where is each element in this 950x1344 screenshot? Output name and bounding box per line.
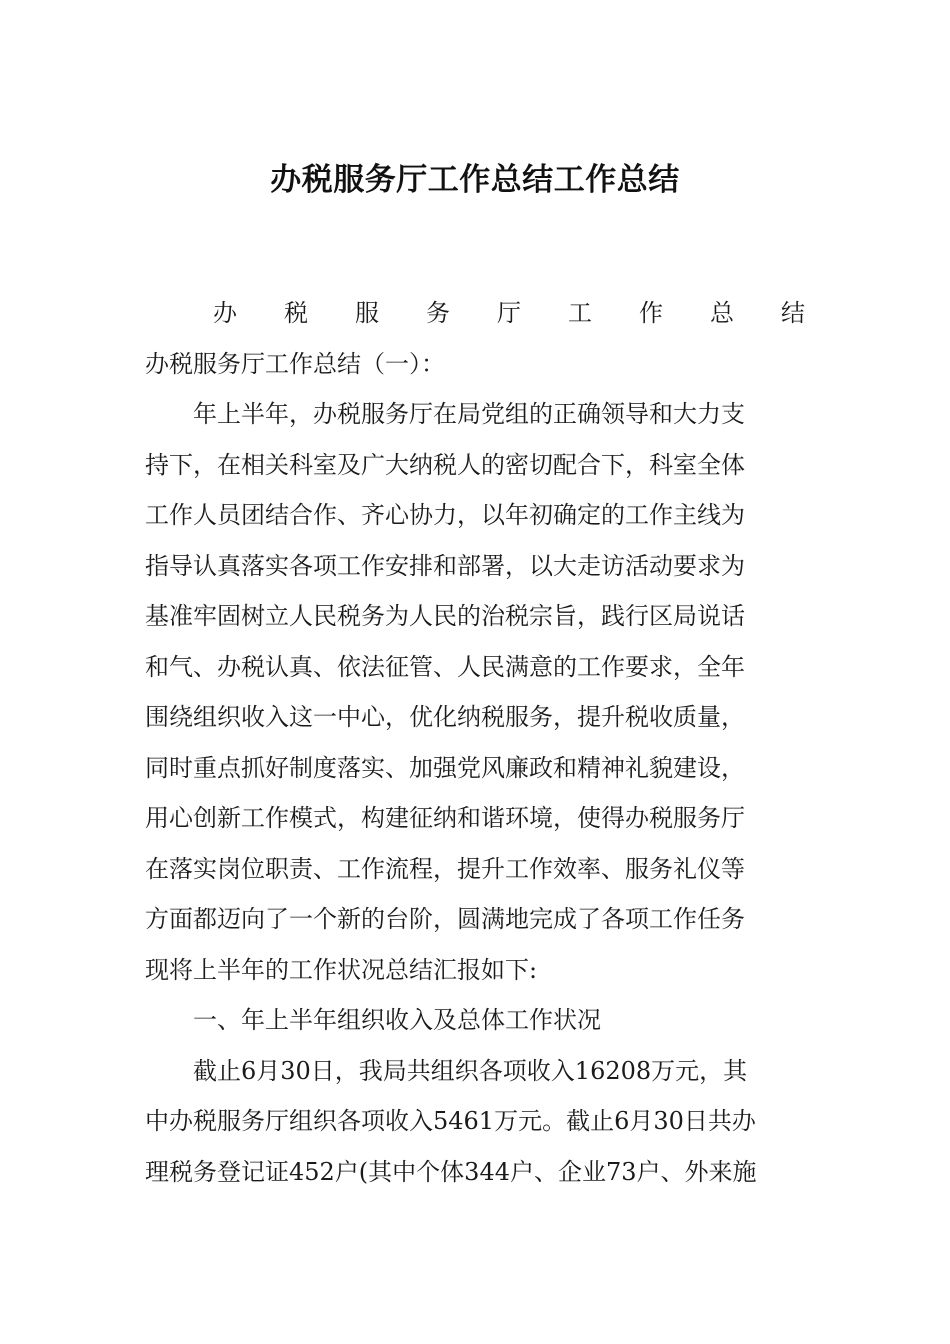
spaced-heading (145, 288, 805, 339)
heading-char: 税 (284, 299, 308, 327)
heading-char: 务 (426, 299, 450, 327)
paragraph-line: 现将上半年的工作状况总结汇报如下: (145, 955, 538, 984)
heading-char: 服 (355, 299, 379, 327)
heading-char: 办 (213, 299, 237, 327)
heading-char: 厅 (497, 299, 521, 327)
paragraph-line: 基准牢固树立人民税务为人民的治税宗旨，践行区局说话 (145, 602, 745, 630)
paragraph-line: 持下，在相关科室及广大纳税人的密切配合下，科室全体 (145, 450, 745, 479)
heading-char: 结 (781, 299, 805, 327)
section-subtitle: 办税服务厅工作总结（一）： (145, 349, 445, 378)
document-body (145, 288, 805, 1197)
paragraph-line: 围绕组织收入这一中心，优化纳税服务，提升税收质量， (145, 703, 745, 731)
document-title: 办税服务厅工作总结工作总结 (270, 162, 680, 198)
paragraph-line: 指导认真落实各项工作安排和部署，以大走访活动要求为 (145, 551, 745, 580)
paragraph-line: 用心创新工作模式，构建征纳和谐环境，使得办税服务厅 (145, 804, 745, 832)
paragraph-line: 截止6月30日，我局共组织各项收入16208万元，其 (193, 1056, 748, 1085)
paragraph-line: 中办税服务厅组织各项收入5461万元。截止6月30日共办 (145, 1107, 756, 1135)
section-heading: 一、年上半年组织收入及总体工作状况 (193, 1006, 601, 1034)
heading-char: 作 (639, 299, 663, 327)
paragraph-line: 理税务登记证452户(其中个体344户、企业73户、外来施 (145, 1157, 757, 1186)
paragraph-line: 工作人员团结合作、齐心协力，以年初确定的工作主线为 (145, 501, 745, 529)
heading-char: 总 (710, 299, 734, 327)
paragraph-line: 同时重点抓好制度落实、加强党风廉政和精神礼貌建设， (145, 753, 745, 782)
paragraph-line: 方面都迈向了一个新的台阶，圆满地完成了各项工作任务 (145, 905, 745, 933)
paragraph-line: 和气、办税认真、依法征管、人民满意的工作要求，全年 (145, 652, 745, 681)
paragraph-line: 年上半年，办税服务厅在局党组的正确领导和大力支 (193, 400, 745, 428)
heading-char: 工 (568, 299, 592, 327)
paragraph-line: 在落实岗位职责、工作流程，提升工作效率、服务礼仪等 (145, 854, 745, 883)
